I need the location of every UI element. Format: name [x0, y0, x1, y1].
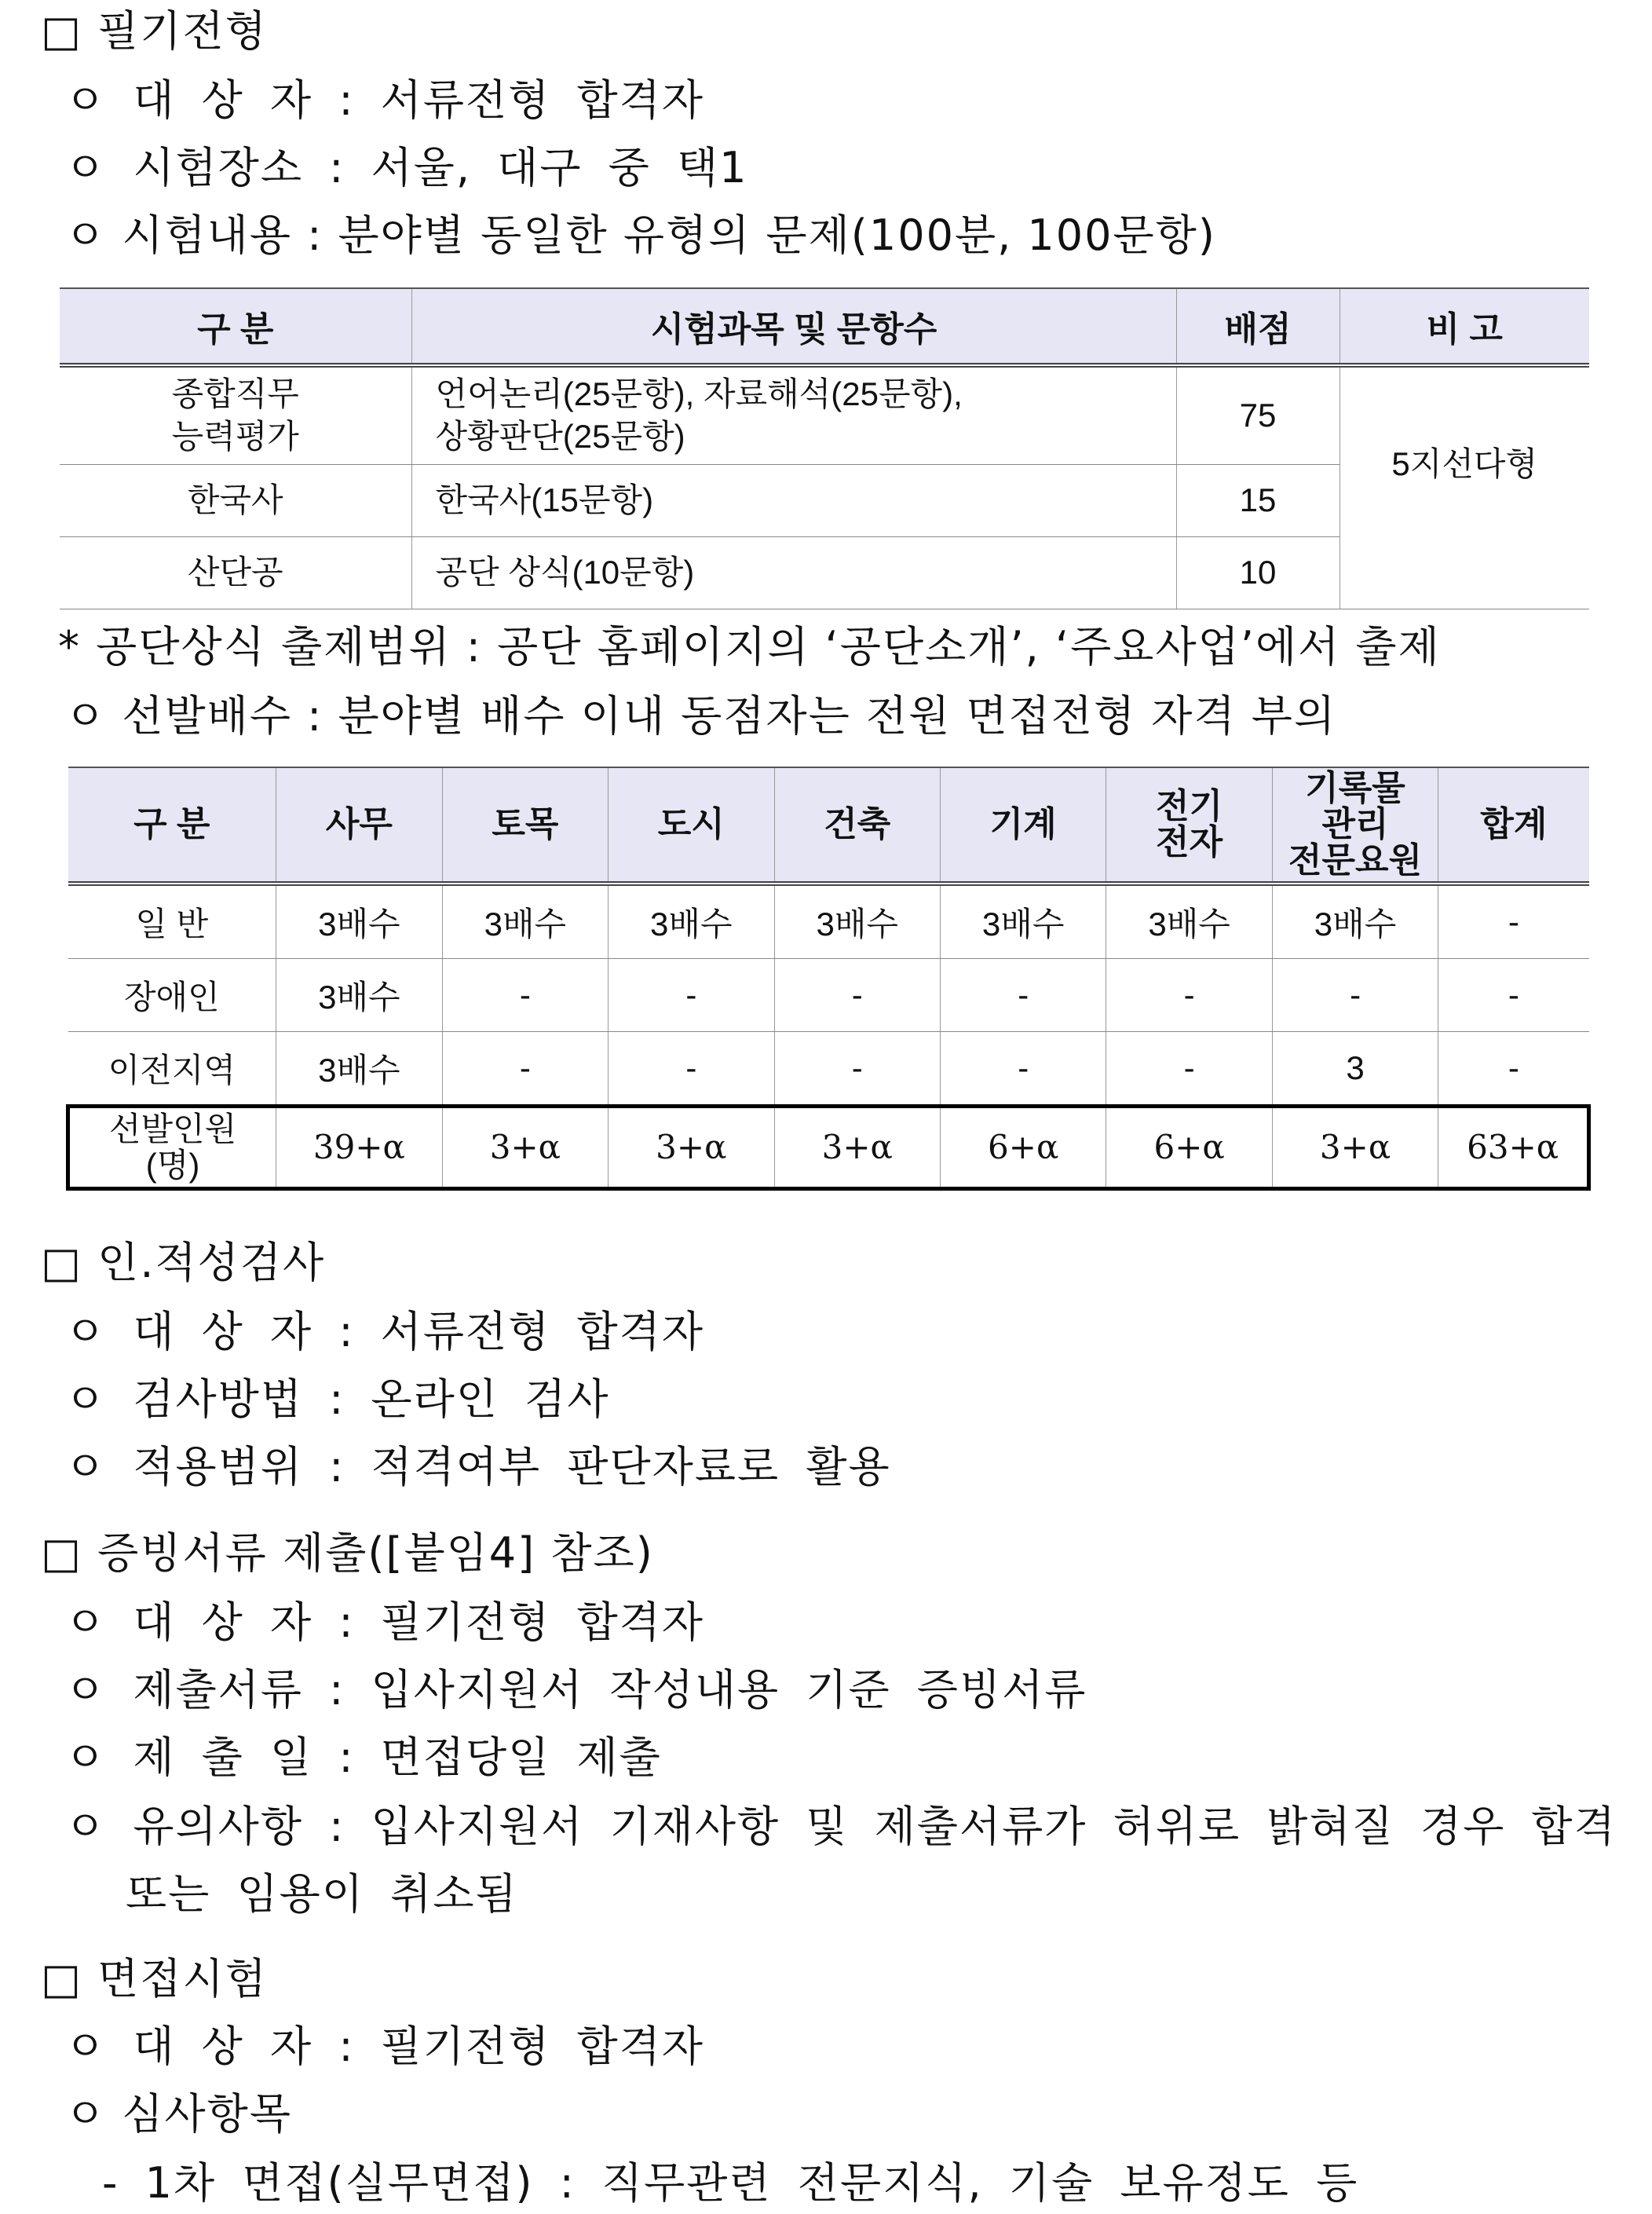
exam-cell-note: 5지선다형 — [1340, 365, 1589, 609]
selection-cell: - — [1438, 884, 1589, 959]
selection-cell: 3배수 — [442, 884, 608, 959]
selection-cell: 3배수 — [940, 884, 1106, 959]
selection-cell: - — [442, 959, 608, 1032]
selection-total-cell: 3+α — [1272, 1107, 1438, 1189]
written-item-target: ㅇ 대 상 자 : 서류전형 합격자 — [64, 75, 704, 125]
documents-item-date: ㅇ 제 출 일 : 면접당일 제출 — [64, 1733, 662, 1782]
selection-cell: - — [442, 1032, 608, 1107]
written-item-location: ㅇ 시험장소 : 서울, 대구 중 택1 — [64, 143, 748, 192]
selection-header: 사무 — [276, 767, 443, 884]
selection-cell: - — [940, 1032, 1106, 1107]
aptitude-item-method: ㅇ 검사방법 : 온라인 검사 — [64, 1374, 610, 1424]
exam-subjects-table — [60, 287, 1589, 609]
selection-cell: 3배수 — [1272, 884, 1438, 959]
selection-header: 건축 — [774, 767, 940, 884]
documents-item-caution: ㅇ 유의사항 : 입사지원서 기재사항 및 제출서류가 허위로 밝혀질 경우 합격 — [64, 1802, 1617, 1851]
selection-total-row — [68, 1107, 1589, 1189]
exam-footnote: * 공단상식 출제범위 : 공단 홈페이지의 ‘공단소개’, ‘주요사업’에서 출제 — [58, 622, 1441, 672]
aptitude-item-target: ㅇ 대 상 자 : 서류전형 합격자 — [64, 1307, 704, 1356]
selection-cell: - — [1106, 959, 1272, 1032]
selection-cell: - — [609, 1032, 774, 1107]
selection-cell: 3배수 — [774, 884, 940, 959]
selection-cell: 3배수 — [276, 959, 443, 1032]
selection-total-label: 선발인원 (명) — [68, 1107, 276, 1189]
exam-cell-subjects: 공단 상식(10문항) — [411, 536, 1176, 609]
exam-cell-score: 10 — [1176, 536, 1340, 609]
selection-header: 기록물 관리 전문요원 — [1272, 767, 1438, 884]
documents-item-caution-cont: 또는 임용이 취소됨 — [126, 1869, 518, 1919]
section-title-documents: □ 증빙서류 제출([붙임4] 참조) — [41, 1528, 654, 1578]
selection-cell: 3배수 — [276, 1032, 443, 1107]
selection-header: 토목 — [442, 767, 608, 884]
selection-total-cell: 6+α — [1106, 1107, 1272, 1189]
selection-total-cell: 63+α — [1438, 1107, 1589, 1189]
selection-ratio-line: ㅇ 선발배수 : 분야별 배수 이내 동점자는 전원 면접전형 자격 부의 — [64, 691, 1337, 741]
selection-header: 기계 — [940, 767, 1106, 884]
interview-item-criteria: ㅇ 심사항목 — [64, 2089, 292, 2139]
exam-header-category: 구 분 — [60, 288, 411, 365]
exam-cell-score: 15 — [1176, 464, 1340, 536]
selection-header: 도시 — [609, 767, 774, 884]
exam-header-score: 배점 — [1176, 288, 1340, 365]
section-title-interview: □ 면접시험 — [41, 1954, 268, 2004]
selection-cell: - — [774, 1032, 940, 1107]
section-title-aptitude: □ 인.적성검사 — [41, 1238, 326, 1287]
selection-cell: - — [609, 959, 774, 1032]
documents-item-target: ㅇ 대 상 자 : 필기전형 합격자 — [64, 1597, 704, 1647]
selection-cell: 3배수 — [276, 884, 443, 959]
selection-total-cell: 3+α — [442, 1107, 608, 1189]
exam-header-subjects: 시험과목 및 문항수 — [411, 288, 1176, 365]
selection-total-cell: 3+α — [609, 1107, 774, 1189]
section-title-written: □ 필기전형 — [41, 6, 268, 56]
selection-cell: - — [774, 959, 940, 1032]
selection-cell: - — [1438, 1032, 1589, 1107]
selection-header: 구 분 — [68, 767, 276, 884]
interview-item-first-round: - 1차 면접(실무면접) : 직무관련 전문지식, 기술 보유정도 등 — [102, 2158, 1359, 2208]
selection-cell: - — [940, 959, 1106, 1032]
exam-cell-category: 종합직무 능력평가 — [60, 365, 411, 464]
selection-total-cell: 39+α — [276, 1107, 443, 1189]
exam-cell-category: 한국사 — [60, 464, 411, 536]
documents-item-papers: ㅇ 제출서류 : 입사지원서 작성내용 기준 증빙서류 — [64, 1665, 1087, 1714]
selection-cell: 3 — [1272, 1032, 1438, 1107]
interview-item-target: ㅇ 대 상 자 : 필기전형 합격자 — [64, 2022, 704, 2071]
exam-header-note: 비 고 — [1340, 288, 1589, 365]
aptitude-item-scope: ㅇ 적용범위 : 적격여부 판단자료로 활용 — [64, 1442, 891, 1491]
selection-cell: - — [1272, 959, 1438, 1032]
selection-cell: 장애인 — [68, 959, 276, 1032]
selection-ratio-table — [66, 767, 1591, 1191]
table-row — [68, 1032, 1589, 1107]
table-row — [60, 365, 1589, 464]
selection-cell: 일 반 — [68, 884, 276, 959]
exam-table-header-row — [60, 288, 1589, 365]
selection-table-header-row — [68, 767, 1589, 884]
table-row — [68, 959, 1589, 1032]
selection-header: 합계 — [1438, 767, 1589, 884]
table-row — [68, 884, 1589, 959]
exam-cell-category: 산단공 — [60, 536, 411, 609]
exam-cell-subjects: 언어논리(25문항), 자료해석(25문항), 상황판단(25문항) — [411, 365, 1176, 464]
exam-cell-score: 75 — [1176, 365, 1340, 464]
selection-cell: 이전지역 — [68, 1032, 276, 1107]
written-item-content: ㅇ 시험내용 : 분야별 동일한 유형의 문제(100분, 100문항) — [64, 210, 1216, 260]
selection-cell: 3배수 — [609, 884, 774, 959]
exam-cell-subjects: 한국사(15문항) — [411, 464, 1176, 536]
selection-cell: - — [1438, 959, 1589, 1032]
selection-total-cell: 3+α — [774, 1107, 940, 1189]
selection-cell: - — [1106, 1032, 1272, 1107]
selection-header: 전기 전자 — [1106, 767, 1272, 884]
selection-cell: 3배수 — [1106, 884, 1272, 959]
selection-total-cell: 6+α — [940, 1107, 1106, 1189]
